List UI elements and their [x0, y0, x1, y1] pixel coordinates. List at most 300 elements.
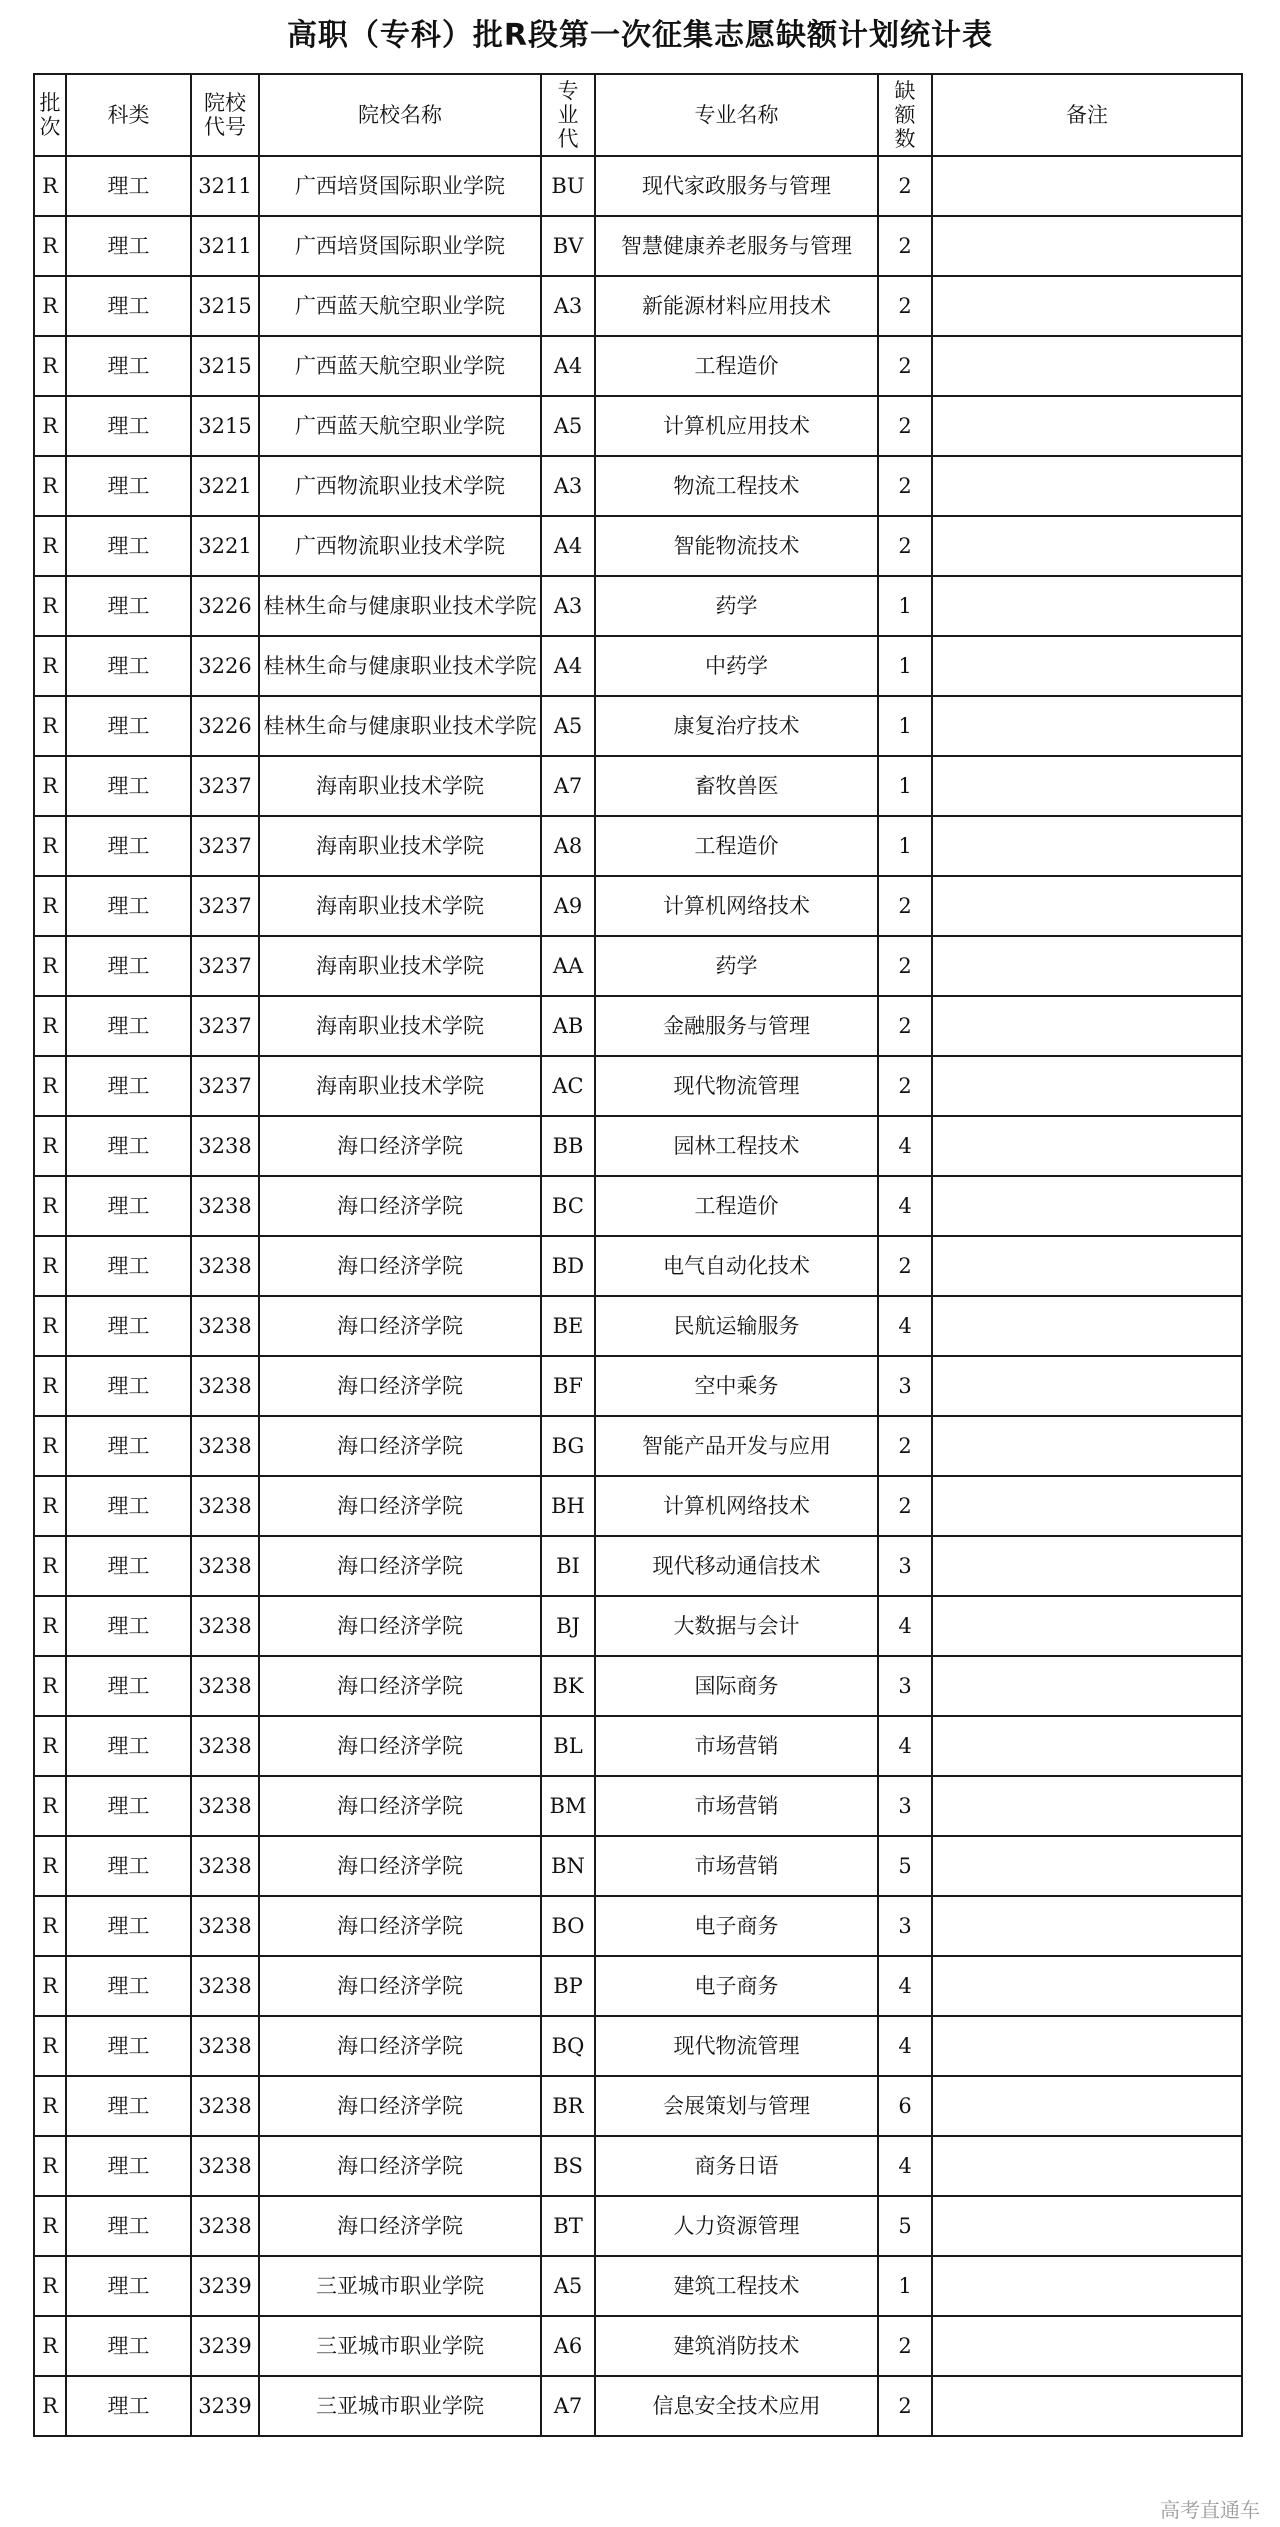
cell-batch: R — [34, 336, 66, 396]
cell-batch: R — [34, 1356, 66, 1416]
cell-school-code: 3239 — [191, 2376, 259, 2436]
cell-major-name: 空中乘务 — [595, 1356, 878, 1416]
cell-batch: R — [34, 1716, 66, 1776]
table-body — [34, 156, 1242, 2436]
header-vacancy: 缺额数 — [878, 74, 932, 156]
cell-batch: R — [34, 1776, 66, 1836]
cell-major-code: A8 — [541, 816, 595, 876]
cell-batch: R — [34, 756, 66, 816]
cell-vacancy: 4 — [878, 1176, 932, 1236]
cell-school-code: 3215 — [191, 276, 259, 336]
table-row — [34, 1896, 1242, 1956]
cell-batch: R — [34, 1836, 66, 1896]
cell-notes — [932, 876, 1242, 936]
cell-school-name: 广西物流职业技术学院 — [259, 456, 541, 516]
cell-vacancy: 3 — [878, 1656, 932, 1716]
cell-school-code: 3239 — [191, 2316, 259, 2376]
cell-notes — [932, 1656, 1242, 1716]
cell-school-name: 海南职业技术学院 — [259, 816, 541, 876]
cell-batch: R — [34, 1596, 66, 1656]
cell-school-name: 三亚城市职业学院 — [259, 2256, 541, 2316]
cell-major-name: 市场营销 — [595, 1716, 878, 1776]
cell-notes — [932, 516, 1242, 576]
cell-category: 理工 — [66, 2256, 191, 2316]
cell-category: 理工 — [66, 816, 191, 876]
cell-vacancy: 2 — [878, 936, 932, 996]
cell-batch: R — [34, 996, 66, 1056]
cell-batch: R — [34, 156, 66, 216]
cell-major-name: 国际商务 — [595, 1656, 878, 1716]
cell-batch: R — [34, 516, 66, 576]
cell-school-code: 3237 — [191, 876, 259, 936]
cell-notes — [932, 996, 1242, 1056]
cell-major-name: 计算机应用技术 — [595, 396, 878, 456]
cell-batch: R — [34, 936, 66, 996]
cell-notes — [932, 456, 1242, 516]
cell-major-name: 建筑消防技术 — [595, 2316, 878, 2376]
cell-batch: R — [34, 456, 66, 516]
cell-school-name: 海南职业技术学院 — [259, 756, 541, 816]
cell-major-code: A7 — [541, 756, 595, 816]
cell-vacancy: 3 — [878, 1536, 932, 1596]
cell-major-code: BH — [541, 1476, 595, 1536]
table-row — [34, 2136, 1242, 2196]
cell-school-code: 3238 — [191, 1656, 259, 1716]
cell-school-code: 3238 — [191, 2076, 259, 2136]
cell-vacancy: 1 — [878, 696, 932, 756]
cell-major-code: BS — [541, 2136, 595, 2196]
cell-major-code: A4 — [541, 516, 595, 576]
cell-batch: R — [34, 2136, 66, 2196]
cell-major-name: 园林工程技术 — [595, 1116, 878, 1176]
cell-school-code: 3238 — [191, 2196, 259, 2256]
cell-vacancy: 6 — [878, 2076, 932, 2136]
cell-major-code: A3 — [541, 576, 595, 636]
cell-notes — [932, 2316, 1242, 2376]
cell-major-name: 药学 — [595, 936, 878, 996]
cell-school-code: 3211 — [191, 216, 259, 276]
table-row — [34, 516, 1242, 576]
cell-category: 理工 — [66, 1476, 191, 1536]
cell-school-name: 海口经济学院 — [259, 1656, 541, 1716]
cell-major-name: 现代移动通信技术 — [595, 1536, 878, 1596]
cell-batch: R — [34, 2256, 66, 2316]
cell-vacancy: 4 — [878, 1716, 932, 1776]
cell-batch: R — [34, 1416, 66, 1476]
cell-school-code: 3238 — [191, 1776, 259, 1836]
cell-batch: R — [34, 1056, 66, 1116]
cell-notes — [932, 396, 1242, 456]
cell-major-name: 智能物流技术 — [595, 516, 878, 576]
cell-vacancy: 3 — [878, 1356, 932, 1416]
table-row — [34, 1176, 1242, 1236]
cell-school-name: 海口经济学院 — [259, 1596, 541, 1656]
cell-major-code: BU — [541, 156, 595, 216]
cell-batch: R — [34, 1536, 66, 1596]
cell-category: 理工 — [66, 1896, 191, 1956]
table-row — [34, 1236, 1242, 1296]
cell-major-name: 物流工程技术 — [595, 456, 878, 516]
cell-batch: R — [34, 816, 66, 876]
cell-category: 理工 — [66, 2016, 191, 2076]
cell-major-name: 市场营销 — [595, 1836, 878, 1896]
cell-notes — [932, 936, 1242, 996]
cell-major-name: 电子商务 — [595, 1956, 878, 2016]
cell-school-code: 3238 — [191, 1116, 259, 1176]
cell-category: 理工 — [66, 1596, 191, 1656]
cell-school-code: 3238 — [191, 1176, 259, 1236]
cell-school-code: 3238 — [191, 2136, 259, 2196]
cell-school-code: 3238 — [191, 1536, 259, 1596]
table-row — [34, 1536, 1242, 1596]
cell-major-name: 中药学 — [595, 636, 878, 696]
cell-category: 理工 — [66, 1416, 191, 1476]
cell-category: 理工 — [66, 2376, 191, 2436]
cell-school-name: 海口经济学院 — [259, 1476, 541, 1536]
cell-batch: R — [34, 576, 66, 636]
cell-category: 理工 — [66, 2076, 191, 2136]
cell-school-name: 三亚城市职业学院 — [259, 2376, 541, 2436]
cell-school-name: 广西培贤国际职业学院 — [259, 216, 541, 276]
cell-major-code: BB — [541, 1116, 595, 1176]
cell-vacancy: 2 — [878, 1056, 932, 1116]
cell-batch: R — [34, 1956, 66, 2016]
table-row — [34, 1656, 1242, 1716]
cell-category: 理工 — [66, 756, 191, 816]
cell-category: 理工 — [66, 1956, 191, 2016]
cell-school-name: 海南职业技术学院 — [259, 1056, 541, 1116]
cell-major-name: 工程造价 — [595, 1176, 878, 1236]
cell-vacancy: 1 — [878, 2256, 932, 2316]
cell-category: 理工 — [66, 1296, 191, 1356]
cell-notes — [932, 2376, 1242, 2436]
cell-category: 理工 — [66, 456, 191, 516]
cell-vacancy: 4 — [878, 1296, 932, 1356]
table-row — [34, 456, 1242, 516]
cell-notes — [932, 1356, 1242, 1416]
cell-batch: R — [34, 1656, 66, 1716]
cell-school-name: 海口经济学院 — [259, 2016, 541, 2076]
cell-category: 理工 — [66, 2196, 191, 2256]
table-row — [34, 276, 1242, 336]
cell-notes — [932, 2256, 1242, 2316]
cell-vacancy: 4 — [878, 1956, 932, 2016]
cell-major-name: 现代物流管理 — [595, 1056, 878, 1116]
cell-school-name: 海南职业技术学院 — [259, 936, 541, 996]
cell-school-code: 3238 — [191, 2016, 259, 2076]
cell-major-code: A4 — [541, 336, 595, 396]
cell-major-name: 智慧健康养老服务与管理 — [595, 216, 878, 276]
header-batch: 批次 — [34, 74, 66, 156]
table-row — [34, 396, 1242, 456]
cell-major-code: AC — [541, 1056, 595, 1116]
header-school-code: 院校代号 — [191, 74, 259, 156]
cell-school-code: 3238 — [191, 1296, 259, 1356]
cell-notes — [932, 336, 1242, 396]
table-row — [34, 216, 1242, 276]
table-row — [34, 2016, 1242, 2076]
cell-batch: R — [34, 876, 66, 936]
cell-major-name: 现代物流管理 — [595, 2016, 878, 2076]
cell-school-name: 广西蓝天航空职业学院 — [259, 396, 541, 456]
cell-school-code: 3238 — [191, 1836, 259, 1896]
cell-vacancy: 1 — [878, 576, 932, 636]
cell-batch: R — [34, 2016, 66, 2076]
cell-notes — [932, 2196, 1242, 2256]
cell-school-name: 海口经济学院 — [259, 1956, 541, 2016]
cell-major-name: 计算机网络技术 — [595, 1476, 878, 1536]
cell-batch: R — [34, 276, 66, 336]
cell-school-name: 海口经济学院 — [259, 1836, 541, 1896]
table-row — [34, 2256, 1242, 2316]
cell-notes — [932, 1716, 1242, 1776]
cell-category: 理工 — [66, 1236, 191, 1296]
cell-vacancy: 4 — [878, 2136, 932, 2196]
cell-batch: R — [34, 2076, 66, 2136]
cell-notes — [932, 1416, 1242, 1476]
vacancy-table — [33, 73, 1243, 2437]
cell-category: 理工 — [66, 996, 191, 1056]
cell-school-code: 3215 — [191, 396, 259, 456]
cell-school-code: 3238 — [191, 1596, 259, 1656]
cell-major-name: 大数据与会计 — [595, 1596, 878, 1656]
cell-school-name: 桂林生命与健康职业技术学院 — [259, 636, 541, 696]
cell-major-name: 新能源材料应用技术 — [595, 276, 878, 336]
header-major-name: 专业名称 — [595, 74, 878, 156]
cell-school-code: 3226 — [191, 696, 259, 756]
cell-vacancy: 1 — [878, 636, 932, 696]
cell-school-name: 三亚城市职业学院 — [259, 2316, 541, 2376]
table-row — [34, 2316, 1242, 2376]
cell-batch: R — [34, 636, 66, 696]
cell-vacancy: 3 — [878, 1776, 932, 1836]
cell-notes — [932, 216, 1242, 276]
cell-school-code: 3238 — [191, 1716, 259, 1776]
table-row — [34, 1476, 1242, 1536]
cell-school-name: 海口经济学院 — [259, 2136, 541, 2196]
cell-school-name: 海口经济学院 — [259, 1116, 541, 1176]
cell-major-code: A7 — [541, 2376, 595, 2436]
cell-school-code: 3237 — [191, 936, 259, 996]
cell-vacancy: 2 — [878, 996, 932, 1056]
cell-notes — [932, 1596, 1242, 1656]
cell-notes — [932, 1116, 1242, 1176]
cell-category: 理工 — [66, 576, 191, 636]
table-row — [34, 336, 1242, 396]
cell-batch: R — [34, 1236, 66, 1296]
cell-notes — [932, 816, 1242, 876]
cell-school-name: 海口经济学院 — [259, 1536, 541, 1596]
table-row — [34, 1836, 1242, 1896]
cell-major-code: AA — [541, 936, 595, 996]
cell-batch: R — [34, 1476, 66, 1536]
cell-school-code: 3238 — [191, 1416, 259, 1476]
cell-school-name: 海口经济学院 — [259, 2196, 541, 2256]
cell-major-code: BV — [541, 216, 595, 276]
cell-category: 理工 — [66, 2316, 191, 2376]
cell-major-name: 商务日语 — [595, 2136, 878, 2196]
cell-category: 理工 — [66, 1536, 191, 1596]
cell-major-name: 信息安全技术应用 — [595, 2376, 878, 2436]
cell-vacancy: 2 — [878, 216, 932, 276]
cell-category: 理工 — [66, 156, 191, 216]
cell-notes — [932, 1776, 1242, 1836]
cell-school-code: 3238 — [191, 1236, 259, 1296]
table-row — [34, 636, 1242, 696]
cell-school-code: 3239 — [191, 2256, 259, 2316]
cell-major-code: BK — [541, 1656, 595, 1716]
cell-school-name: 海口经济学院 — [259, 2076, 541, 2136]
cell-major-code: AB — [541, 996, 595, 1056]
table-row — [34, 1716, 1242, 1776]
cell-vacancy: 2 — [878, 2316, 932, 2376]
cell-major-code: BL — [541, 1716, 595, 1776]
cell-category: 理工 — [66, 1356, 191, 1416]
cell-school-name: 桂林生命与健康职业技术学院 — [259, 576, 541, 636]
cell-major-name: 金融服务与管理 — [595, 996, 878, 1056]
cell-notes — [932, 576, 1242, 636]
table-row — [34, 936, 1242, 996]
cell-major-code: BR — [541, 2076, 595, 2136]
cell-vacancy: 2 — [878, 336, 932, 396]
cell-batch: R — [34, 1896, 66, 1956]
cell-vacancy: 2 — [878, 1476, 932, 1536]
cell-school-name: 海口经济学院 — [259, 1896, 541, 1956]
cell-notes — [932, 1056, 1242, 1116]
cell-batch: R — [34, 1176, 66, 1236]
cell-category: 理工 — [66, 1056, 191, 1116]
table-row — [34, 876, 1242, 936]
cell-batch: R — [34, 1296, 66, 1356]
cell-vacancy: 2 — [878, 1416, 932, 1476]
cell-batch: R — [34, 396, 66, 456]
table-header-row — [34, 74, 1242, 156]
table-row — [34, 696, 1242, 756]
table-row — [34, 576, 1242, 636]
cell-vacancy: 2 — [878, 456, 932, 516]
cell-school-name: 海口经济学院 — [259, 1356, 541, 1416]
cell-school-name: 海南职业技术学院 — [259, 876, 541, 936]
cell-vacancy: 2 — [878, 396, 932, 456]
table-row — [34, 816, 1242, 876]
cell-major-code: A9 — [541, 876, 595, 936]
cell-category: 理工 — [66, 216, 191, 276]
cell-notes — [932, 2136, 1242, 2196]
cell-major-code: BN — [541, 1836, 595, 1896]
cell-school-name: 海口经济学院 — [259, 1176, 541, 1236]
cell-major-code: A5 — [541, 2256, 595, 2316]
cell-major-code: A5 — [541, 396, 595, 456]
cell-school-code: 3238 — [191, 1356, 259, 1416]
table-row — [34, 756, 1242, 816]
cell-school-code: 3238 — [191, 1956, 259, 2016]
cell-notes — [932, 1296, 1242, 1356]
cell-category: 理工 — [66, 636, 191, 696]
cell-notes — [932, 1176, 1242, 1236]
cell-notes — [932, 1956, 1242, 2016]
cell-major-name: 人力资源管理 — [595, 2196, 878, 2256]
cell-major-name: 药学 — [595, 576, 878, 636]
cell-batch: R — [34, 696, 66, 756]
cell-school-name: 广西蓝天航空职业学院 — [259, 336, 541, 396]
cell-major-code: BG — [541, 1416, 595, 1476]
cell-major-code: A3 — [541, 456, 595, 516]
cell-vacancy: 2 — [878, 276, 932, 336]
table-row — [34, 1356, 1242, 1416]
table-row — [34, 1956, 1242, 2016]
cell-school-name: 广西培贤国际职业学院 — [259, 156, 541, 216]
table-row — [34, 1596, 1242, 1656]
cell-notes — [932, 1476, 1242, 1536]
cell-major-code: BO — [541, 1896, 595, 1956]
header-school-name: 院校名称 — [259, 74, 541, 156]
cell-school-code: 3226 — [191, 576, 259, 636]
cell-major-name: 电气自动化技术 — [595, 1236, 878, 1296]
cell-notes — [932, 276, 1242, 336]
cell-major-name: 民航运输服务 — [595, 1296, 878, 1356]
cell-vacancy: 5 — [878, 1836, 932, 1896]
cell-vacancy: 4 — [878, 1596, 932, 1656]
cell-vacancy: 2 — [878, 876, 932, 936]
cell-vacancy: 2 — [878, 1236, 932, 1296]
cell-school-code: 3238 — [191, 1896, 259, 1956]
cell-category: 理工 — [66, 1176, 191, 1236]
cell-major-code: A4 — [541, 636, 595, 696]
cell-category: 理工 — [66, 516, 191, 576]
cell-notes — [932, 1836, 1242, 1896]
table-row — [34, 1296, 1242, 1356]
cell-major-name: 工程造价 — [595, 816, 878, 876]
cell-vacancy: 2 — [878, 156, 932, 216]
cell-major-code: BC — [541, 1176, 595, 1236]
cell-school-name: 海南职业技术学院 — [259, 996, 541, 1056]
cell-major-code: BJ — [541, 1596, 595, 1656]
cell-category: 理工 — [66, 1656, 191, 1716]
cell-vacancy: 1 — [878, 816, 932, 876]
cell-major-name: 康复治疗技术 — [595, 696, 878, 756]
cell-school-code: 3238 — [191, 1476, 259, 1536]
cell-school-code: 3221 — [191, 516, 259, 576]
cell-school-name: 广西蓝天航空职业学院 — [259, 276, 541, 336]
cell-school-code: 3221 — [191, 456, 259, 516]
cell-category: 理工 — [66, 876, 191, 936]
table-row — [34, 1416, 1242, 1476]
cell-category: 理工 — [66, 396, 191, 456]
cell-vacancy: 1 — [878, 756, 932, 816]
cell-major-name: 建筑工程技术 — [595, 2256, 878, 2316]
table-row — [34, 156, 1242, 216]
cell-school-code: 3215 — [191, 336, 259, 396]
cell-notes — [932, 696, 1242, 756]
cell-school-code: 3211 — [191, 156, 259, 216]
cell-category: 理工 — [66, 1836, 191, 1896]
cell-school-name: 桂林生命与健康职业技术学院 — [259, 696, 541, 756]
cell-major-code: BD — [541, 1236, 595, 1296]
cell-vacancy: 2 — [878, 2376, 932, 2436]
cell-major-code: BE — [541, 1296, 595, 1356]
page-title: 高职（专科）批R段第一次征集志愿缺额计划统计表 — [286, 18, 994, 53]
cell-category: 理工 — [66, 1716, 191, 1776]
cell-school-name: 海口经济学院 — [259, 1776, 541, 1836]
table-row — [34, 1776, 1242, 1836]
cell-batch: R — [34, 2376, 66, 2436]
table-row — [34, 996, 1242, 1056]
cell-major-code: BF — [541, 1356, 595, 1416]
cell-notes — [932, 1236, 1242, 1296]
cell-major-code: BM — [541, 1776, 595, 1836]
table-row — [34, 1056, 1242, 1116]
cell-school-code: 3237 — [191, 996, 259, 1056]
